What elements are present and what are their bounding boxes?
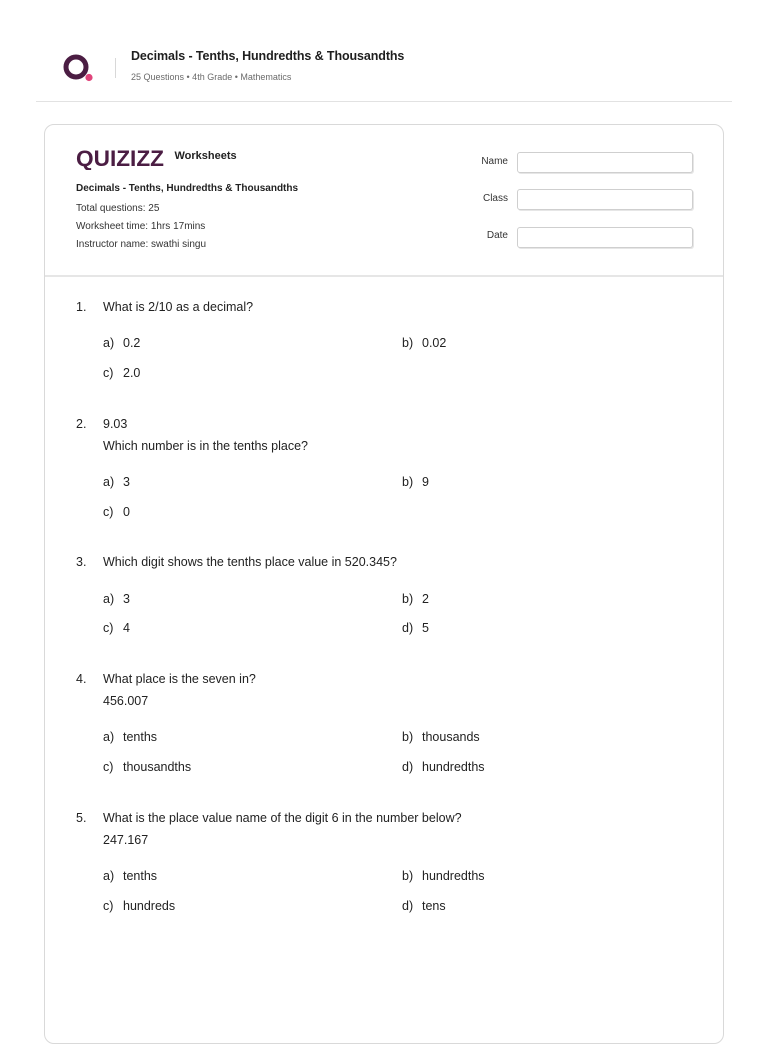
option-letter: a) <box>103 336 115 350</box>
date-field[interactable] <box>517 227 693 248</box>
option-letter: b) <box>402 336 414 350</box>
instructor-name: Instructor name: swathi singu <box>76 239 207 250</box>
option-text: hundredths <box>422 760 485 774</box>
option-text: 0.2 <box>123 336 141 350</box>
quizizz-logo-icon <box>62 52 96 84</box>
question-number: 3. <box>76 555 87 569</box>
option-letter: c) <box>103 760 114 774</box>
question-line: 9.03 <box>103 417 128 431</box>
option-letter: b) <box>402 869 414 883</box>
option-text: 2 <box>422 592 429 606</box>
option-letter: a) <box>103 730 115 744</box>
option-letter: a) <box>103 592 115 606</box>
option-c <box>103 760 191 774</box>
worksheet-card <box>44 124 724 1044</box>
page-meta: 25 Questions • 4th Grade • Mathematics <box>131 72 292 82</box>
option-letter: d) <box>402 899 414 913</box>
option-letter: c) <box>103 505 114 519</box>
option-letter: c) <box>103 899 114 913</box>
worksheet-header <box>45 125 723 277</box>
option-d <box>402 760 485 774</box>
option-letter: d) <box>402 760 414 774</box>
option-a <box>103 475 130 489</box>
option-letter: b) <box>402 592 414 606</box>
option-text: 3 <box>123 592 130 606</box>
option-letter: b) <box>402 475 414 489</box>
option-text: thousandths <box>123 760 192 774</box>
option-c <box>103 366 140 380</box>
question-line: Which digit shows the tenths place value in 520.345? <box>103 555 397 569</box>
option-b <box>402 730 480 744</box>
option-letter: c) <box>103 621 114 635</box>
class-field[interactable] <box>517 189 693 210</box>
question-line: What is 2/10 as a decimal? <box>103 300 254 314</box>
header-divider <box>115 58 116 78</box>
option-a <box>103 336 140 350</box>
option-text: tens <box>422 899 446 913</box>
question-text <box>103 413 308 457</box>
question-number: 2. <box>76 417 87 431</box>
name-field[interactable] <box>517 152 693 173</box>
page-header <box>0 0 768 101</box>
option-text: 3 <box>123 475 130 489</box>
option-text: tenths <box>123 730 158 744</box>
question-line: 456.007 <box>103 694 149 708</box>
option-a <box>103 869 157 883</box>
question-text <box>103 296 253 318</box>
option-letter: a) <box>103 475 115 489</box>
class-label: Class <box>482 193 508 204</box>
option-letter: c) <box>103 366 114 380</box>
question-line: What is the place value name of the digit 6 in the number below? <box>103 811 462 825</box>
worksheet-time: Worksheet time: 1hrs 17mins <box>76 221 206 232</box>
option-text: 4 <box>123 621 130 635</box>
option-b <box>402 336 446 350</box>
option-a <box>103 730 157 744</box>
date-label: Date <box>486 230 508 241</box>
option-c <box>103 899 175 913</box>
question-number: 1. <box>76 300 87 314</box>
option-c <box>103 621 130 635</box>
worksheet-title: Decimals - Tenths, Hundredths & Thousandths <box>76 183 299 194</box>
option-text: 5 <box>422 621 429 635</box>
option-b <box>402 475 429 489</box>
option-text: 0.02 <box>422 336 447 350</box>
page-title: Decimals - Tenths, Hundredths & Thousandths <box>131 49 405 63</box>
option-text: 2.0 <box>123 366 141 380</box>
worksheet-brand-label: Worksheets <box>174 150 237 162</box>
option-letter: d) <box>402 621 414 635</box>
question-text <box>103 807 462 851</box>
option-text: hundreds <box>123 899 176 913</box>
header-rule <box>36 101 732 102</box>
option-d <box>402 899 446 913</box>
total-questions: Total questions: 25 <box>76 203 160 214</box>
option-a <box>103 592 130 606</box>
option-d <box>402 621 429 635</box>
option-text: hundredths <box>422 869 485 883</box>
question-line: What place is the seven in? <box>103 672 256 686</box>
quizizz-wordmark <box>76 146 166 170</box>
option-b <box>402 869 485 883</box>
question-line: Which number is in the tenths place? <box>103 439 308 453</box>
option-text: 9 <box>422 475 429 489</box>
question-text <box>103 668 256 712</box>
option-text: 0 <box>123 505 130 519</box>
option-text: tenths <box>123 869 158 883</box>
question-number: 4. <box>76 672 87 686</box>
question-text <box>103 551 397 573</box>
option-text: thousands <box>422 730 480 744</box>
name-label: Name <box>481 156 508 167</box>
option-letter: a) <box>103 869 115 883</box>
option-c <box>103 505 130 519</box>
question-number: 5. <box>76 811 87 825</box>
svg-text:QUIZIZZ: QUIZIZZ <box>76 146 164 170</box>
option-letter: b) <box>402 730 414 744</box>
question-line: 247.167 <box>103 833 149 847</box>
worksheet-brand <box>76 146 237 170</box>
option-b <box>402 592 429 606</box>
